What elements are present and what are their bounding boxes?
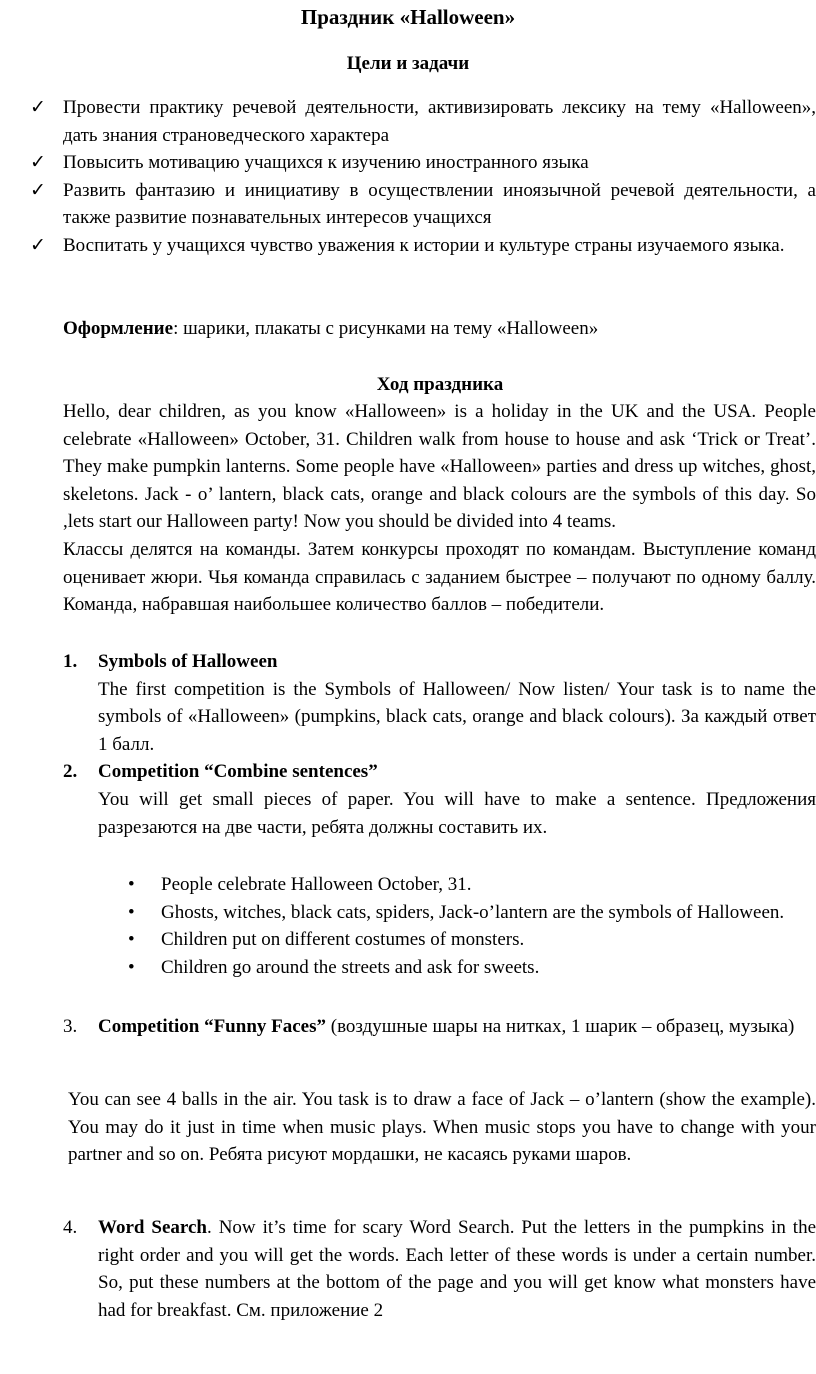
- document-title: Праздник «Halloween»: [300, 5, 516, 29]
- competition-title: Symbols of Halloween: [98, 651, 278, 672]
- competition-text: You will get small pieces of paper. You will have to make a sentence. Предложения разрезаются на две части, ребята должны составить их.: [98, 788, 816, 838]
- sentence-item: [128, 899, 816, 927]
- competition-number: 1.: [63, 651, 78, 672]
- goal-item: [30, 232, 816, 260]
- goal-item: [30, 149, 816, 177]
- competition-number: 2.: [63, 761, 78, 783]
- bullet-icon: •: [128, 874, 135, 895]
- competition-text: . Now it’s time for scary Word Search. Put the letters in the pumpkins in the right order and you will get the words. Each letter of these words is under a certain number. So, put these numbers at the bottom of the page and you will get know what monsters have had for breakfast. См. приложение 2: [98, 1217, 816, 1321]
- competition-title: Word Search: [98, 1217, 207, 1238]
- goal-text: Воспитать у учащихся чувство уважения к истории и культуре страны изучаемого языка.: [63, 234, 785, 256]
- checkmark-icon: ✓: [30, 234, 46, 256]
- sentence-item: [128, 926, 816, 954]
- decoration-text: : шарики, плакаты с рисунками на тему «Halloween»: [173, 318, 599, 339]
- intro-section: [63, 398, 816, 619]
- sentence-text: Ghosts, witches, black cats, spiders, Jack-o’lantern are the symbols of Halloween.: [161, 901, 785, 923]
- sentence-item: [128, 954, 816, 982]
- bullet-icon: •: [128, 901, 135, 923]
- competition-number: 4.: [63, 1217, 78, 1238]
- competition-text: (воздушные шары на нитках, 1 шарик – образец, музыка): [326, 1016, 795, 1037]
- goal-text: Повысить мотивацию учащихся к изучению иностранного языка: [63, 152, 589, 174]
- sentences-list: [128, 871, 816, 981]
- sentence-text: People celebrate Halloween October, 31.: [161, 874, 472, 895]
- goals-list: [30, 94, 816, 260]
- sentence-text: Children put on different costumes of monsters.: [161, 929, 525, 951]
- decoration-line: [63, 315, 816, 343]
- competition-title: Competition “Funny Faces”: [98, 1016, 326, 1037]
- balls-paragraph: You can see 4 balls in the air. You task is to draw a face of Jack – o’lantern (show the example). You may do it just in time when music plays. When music stops you have to change with your partner and so on. Ребята рисуют мордашки, не касаясь руками шаров.: [68, 1089, 816, 1166]
- sentence-text: Children go around the streets and ask for sweets.: [161, 956, 540, 978]
- competition-item: [63, 758, 816, 841]
- competition-item: [63, 1013, 816, 1041]
- competition-item: [63, 648, 816, 758]
- checkmark-icon: ✓: [30, 152, 46, 174]
- competition-item: [63, 1214, 816, 1324]
- goal-text: Развить фантазию и инициативу в осуществлении иноязычной речевой деятельности, а также развитие познавательных интересов учащихся: [63, 179, 816, 229]
- checkmark-icon: ✓: [30, 179, 46, 201]
- checkmark-icon: ✓: [30, 97, 46, 118]
- intro-russian: Классы делятся на команды. Затем конкурсы проходят по командам. Выступление команд оценивает жюри. Чья команда справилась с заданием быстрее – получают по одному баллу. Команда, набравшая наибольшее количество баллов – победители.: [63, 538, 816, 616]
- competition-title: Competition “Combine sentences”: [98, 761, 378, 783]
- bullet-icon: •: [128, 929, 135, 951]
- goal-item: [30, 177, 816, 232]
- goal-text: Провести практику речевой деятельности, активизировать лексику на тему «Halloween», дать знания страноведческого характера: [63, 97, 816, 146]
- decoration-label: Оформление: [63, 318, 174, 339]
- competitions-list: [63, 648, 816, 841]
- goal-item: [30, 94, 816, 149]
- intro-english: Hello, dear children, as you know «Halloween» is a holiday in the UK and the USA. People celebrate «Halloween» October, 31. Children walk from house to house and ask ‘Trick or Treat’. They make pumpkin lanterns. Some people have «Halloween» parties and dress up witches, ghost, skeletons. Jack - o’ lantern, black cats, orange and black colours are the symbols of this day. So ,lets start our Halloween party! Now you should be divided into 4 teams.: [63, 401, 816, 533]
- course-heading: Ход праздника: [376, 374, 504, 395]
- competition-number: 3.: [63, 1016, 78, 1037]
- goals-heading: Цели и задачи: [346, 53, 470, 74]
- competition-text: The first competition is the Symbols of Halloween/ Now listen/ Your task is to name the symbols of «Halloween» (pumpkins, black cats, orange and black colours). За каждый ответ 1 балл.: [98, 678, 816, 755]
- sentence-item: [128, 871, 816, 899]
- bullet-icon: •: [128, 956, 135, 978]
